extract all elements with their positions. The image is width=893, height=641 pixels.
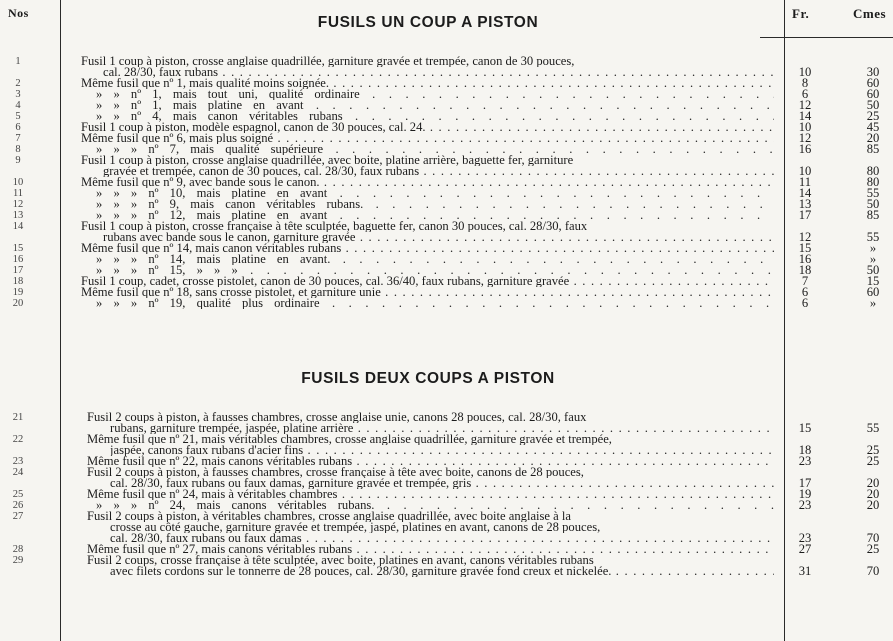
item-description-line: Fusil 1 coup à piston, crosse française à tête sculptée, baguette fer, canon 30 pouces, cal. 28/30, faux (81, 221, 588, 232)
item-number: 28 (12, 544, 24, 555)
item-description-line: Même fusil que nº 21, mais véritables chambres, crosse anglaise quadrillée, garniture gravée et trempée, (87, 434, 612, 445)
item-description-line: Fusil 2 coups, crosse française à tête sculptée, avec boite, platines en avant, canons véritables rubans (87, 555, 594, 566)
item-price-centimes: 25 (866, 109, 880, 123)
item-price-centimes: 85 (866, 208, 880, 222)
item-price-francs: 18 (798, 443, 812, 457)
item-price-centimes: 80 (866, 164, 880, 178)
item-price-centimes: 45 (866, 120, 880, 134)
item-price-francs: 18 (798, 263, 812, 277)
section-title-double-shot: FUSILS DEUX COUPS A PISTON (301, 370, 555, 387)
item-number: 15 (12, 243, 24, 254)
item-description-line: crosse au côté gauche, garniture gravée et trempée, jaspé, platines en avant, canons de 28 pouces, (110, 522, 601, 533)
item-price-francs: 10 (798, 65, 812, 79)
item-description-line: rubans avec bande sous le canon, garniture gravée . . . (103, 232, 774, 243)
item-price-centimes: 55 (866, 186, 880, 200)
item-description-line: Fusil 1 coup, cadet, crosse pistolet, canon de 30 pouces, cal. 36/40, faux rubans, garniture gravée . . . (81, 276, 774, 287)
item-price-centimes: 80 (866, 175, 880, 189)
header-nos: Nos (8, 6, 29, 20)
item-description-line: » » » nº 7, mais qualité supérieure . . . (96, 144, 774, 155)
item-number: 21 (12, 412, 24, 423)
item-price-francs: 19 (798, 487, 812, 501)
item-price-francs: 12 (798, 98, 812, 112)
item-description-line: » » nº 4, mais canon véritables rubans . . . (96, 111, 774, 122)
item-description-line: Fusil 1 coup à piston, crosse anglaise quadrillée, avec boite, platine arrière, baguette fer, garniture (81, 155, 574, 166)
item-price-francs: 31 (798, 564, 812, 578)
item-description-line: » » » nº 19, qualité plus ordinaire . . . (96, 298, 774, 309)
item-number: 29 (12, 555, 24, 566)
item-description-line: » » » nº 12, mais platine en avant . . . (96, 210, 774, 221)
item-price-centimes: 20 (866, 476, 880, 490)
item-price-francs: 23 (798, 498, 812, 512)
item-number: 10 (12, 177, 24, 188)
item-number: 22 (12, 434, 24, 445)
item-price-francs: 6 (801, 285, 809, 299)
item-price-francs: 8 (801, 76, 809, 90)
item-price-francs: 16 (798, 252, 812, 266)
item-number: 26 (12, 500, 24, 511)
item-number: 1 (15, 56, 21, 67)
item-description-line: » » » nº 10, mais platine en avant . . . (96, 188, 774, 199)
item-price-francs: 14 (798, 109, 812, 123)
item-price-centimes: 25 (866, 542, 880, 556)
item-price-francs: 17 (798, 476, 812, 490)
item-number: 23 (12, 456, 24, 467)
item-price-francs: 15 (798, 241, 812, 255)
item-price-centimes: 60 (866, 87, 880, 101)
header-francs: Fr. (792, 6, 810, 21)
item-number: 19 (12, 287, 24, 298)
item-price-francs: 27 (798, 542, 812, 556)
item-price-centimes: 50 (866, 263, 880, 277)
item-price-centimes: 60 (866, 285, 880, 299)
item-price-centimes: 15 (866, 274, 880, 288)
item-description-line: » » » nº 14, mais platine en avant. . . . (96, 254, 774, 265)
item-price-francs: 12 (798, 131, 812, 145)
item-description-line: » » » nº 24, mais canons véritables rubans. . . . (96, 500, 774, 511)
item-description-line: avec filets cordons sur le tonnerre de 28 pouces, cal. 28/30, garniture gravée fond creux et nickelée. . . . (110, 566, 774, 577)
item-price-centimes: 50 (866, 197, 880, 211)
item-number: 14 (12, 221, 24, 232)
item-price-centimes: » (869, 241, 877, 255)
item-price-francs: 23 (798, 531, 812, 545)
item-price-centimes: 25 (866, 443, 880, 457)
item-number: 4 (15, 100, 21, 111)
item-description-line: Même fusil que nº 18, sans crosse pistolet, et garniture unie . . . (81, 287, 774, 298)
item-description-line: cal. 28/30, faux rubans . . . (103, 67, 774, 78)
item-description-line: Fusil 1 coup à piston, crosse anglaise quadrillée, garniture gravée et trempée, canon de 30 pouces, (81, 56, 575, 67)
item-description-line: Même fusil que nº 14, mais canon véritables rubans . . . (81, 243, 774, 254)
item-price-francs: 7 (801, 274, 809, 288)
item-price-centimes: 50 (866, 98, 880, 112)
item-price-centimes: » (869, 296, 877, 310)
item-price-centimes: 20 (866, 487, 880, 501)
item-price-francs: 17 (798, 208, 812, 222)
item-description-line: Même fusil que nº 1, mais qualité moins soignée. . . . (81, 78, 774, 89)
item-description-line: Même fusil que nº 22, mais canons véritables rubans . . . (87, 456, 774, 467)
item-price-francs: 14 (798, 186, 812, 200)
item-price-francs: 23 (798, 454, 812, 468)
item-price-francs: 16 (798, 142, 812, 156)
item-price-francs: 13 (798, 197, 812, 211)
item-number: 11 (12, 188, 24, 199)
item-description-line: Fusil 1 coup à piston, modèle espagnol, canon de 30 pouces, cal. 24. . . . (81, 122, 774, 133)
item-number: 17 (12, 265, 24, 276)
item-number: 6 (15, 122, 21, 133)
item-price-centimes: 70 (866, 564, 880, 578)
item-price-centimes: » (869, 252, 877, 266)
item-price-centimes: 55 (866, 421, 880, 435)
item-description-line: » » nº 1, mais platine en avant . . . (96, 100, 774, 111)
item-price-centimes: 20 (866, 131, 880, 145)
item-price-francs: 10 (798, 120, 812, 134)
item-description-line: Même fusil que nº 9, avec bande sous le canon. . . . (81, 177, 774, 188)
item-number: 27 (12, 511, 24, 522)
section-title-single-shot: FUSILS UN COUP A PISTON (317, 14, 539, 31)
item-description-line: » » » nº 15, » » » . . . (96, 265, 774, 276)
item-description-line: Même fusil que nº 6, mais plus soigné . . . (81, 133, 774, 144)
item-description-line: Même fusil que nº 24, mais à véritables chambres . . . (87, 489, 774, 500)
item-number: 20 (12, 298, 24, 309)
item-number: 8 (15, 144, 21, 155)
item-description-line: » » » nº 9, mais canon véritables rubans. . . . (96, 199, 774, 210)
item-description-line: rubans, garniture trempée, jaspée, platine arrière . . . (110, 423, 774, 434)
item-description-line: jaspée, canons faux rubans d'acier fins . . . (110, 445, 774, 456)
item-price-centimes: 25 (866, 454, 880, 468)
item-price-centimes: 70 (866, 531, 880, 545)
item-description-line: » » nº 1, mais tout uni, qualité ordinaire . . . (96, 89, 774, 100)
item-price-centimes: 55 (866, 230, 880, 244)
item-price-francs: 12 (798, 230, 812, 244)
item-number: 5 (15, 111, 21, 122)
item-number: 3 (15, 89, 21, 100)
item-price-centimes: 60 (866, 76, 880, 90)
item-price-francs: 6 (801, 296, 809, 310)
item-price-francs: 15 (798, 421, 812, 435)
header-centimes: Cmes (853, 6, 887, 21)
item-description-line: Fusil 2 coups à piston, à fausses chambres, crosse anglaise unie, canons 28 pouces, cal. 28/30, faux (87, 412, 587, 423)
item-description-line: cal. 28/30, faux rubans ou faux damas, garniture gravée et trempée, gris . . . (110, 478, 774, 489)
item-description-line: gravée et trempée, canon de 30 pouces, cal. 28/30, faux rubans . . . (103, 166, 774, 177)
item-number: 25 (12, 489, 24, 500)
item-price-centimes: 20 (866, 498, 880, 512)
item-price-francs: 11 (798, 175, 812, 189)
item-price-centimes: 30 (866, 65, 880, 79)
item-price-francs: 10 (798, 164, 812, 178)
item-description-line: Même fusil que nº 27, mais canons véritables rubans . . . (87, 544, 774, 555)
item-number: 24 (12, 467, 24, 478)
item-number: 13 (12, 210, 24, 221)
item-number: 18 (12, 276, 24, 287)
item-number: 9 (15, 155, 21, 166)
item-description-line: cal. 28/30, faux rubans ou faux damas . . . (110, 533, 774, 544)
item-price-centimes: 85 (866, 142, 880, 156)
item-number: 7 (15, 133, 21, 144)
item-number: 12 (12, 199, 24, 210)
item-number: 2 (15, 78, 21, 89)
item-number: 16 (12, 254, 24, 265)
item-description-line: Fusil 2 coups à piston, à véritables chambres, crosse anglaise quadrillée, avec boite anglaise à la (87, 511, 571, 522)
item-description-line: Fusil 2 coups à piston, à fausses chambres, crosse française à tête avec boite, canons de 28 pouces, (87, 467, 584, 478)
item-price-francs: 6 (801, 87, 809, 101)
